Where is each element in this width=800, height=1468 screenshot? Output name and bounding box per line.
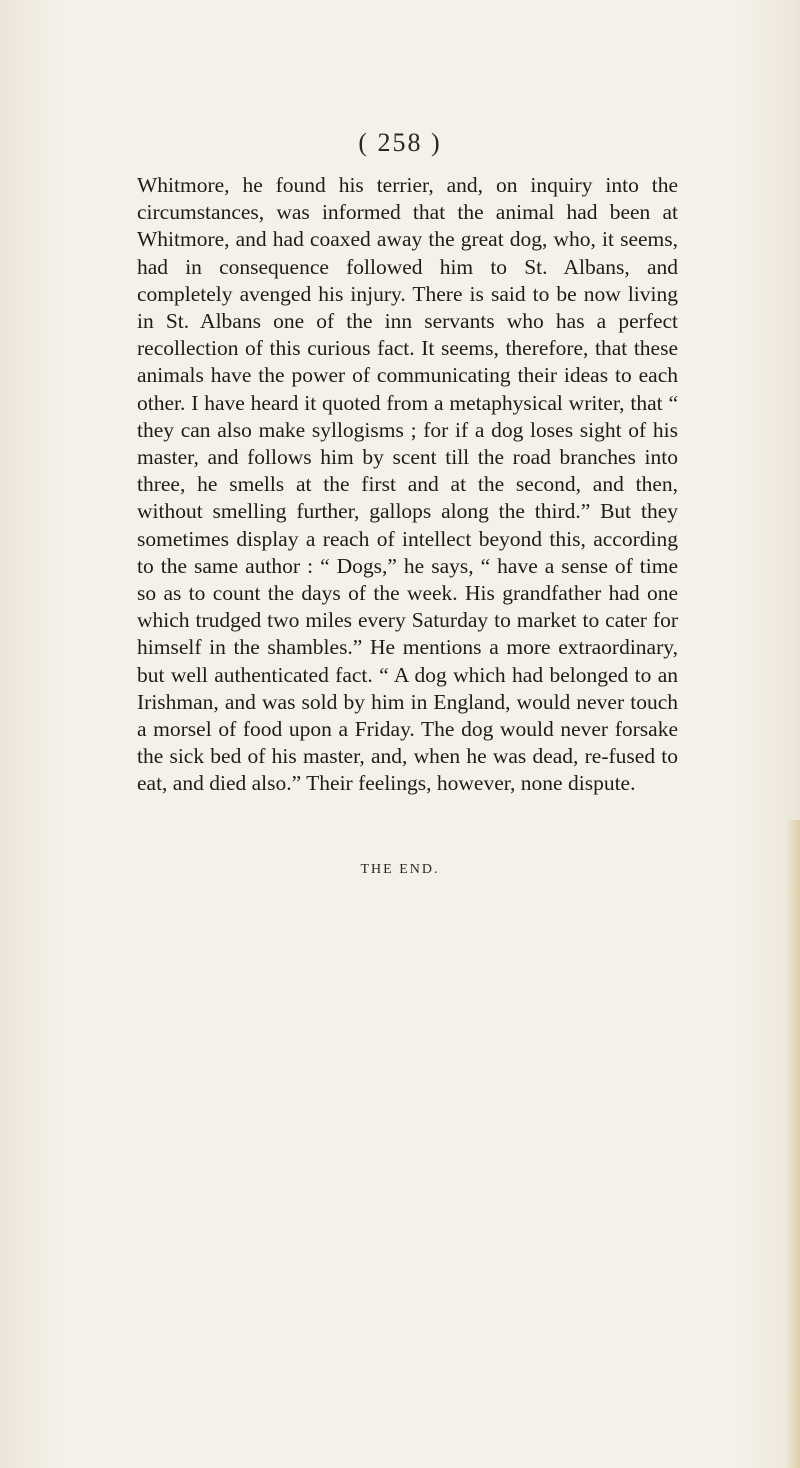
page-number: ( 258 ) (358, 128, 442, 157)
body-paragraph: Whitmore, he found his terrier, and, on inquiry into the circumstances, was informed that the animal had been at Whitmore, and had coaxed away the great dog, who, it seems, had in consequence followed him to St. Albans, and completely avenged his injury. There is said to be now living in St. Albans one of the inn servants who has a perfect recollection of this curious fact. It seems, therefore, that these animals have the power of communicating their ideas to each other. I have heard it quoted from a metaphysical writer, that “ they can also make syllogisms ; for if a dog loses sight of his master, and follows him by scent till the road branches into three, he smells at the first and at the second, and then, without smelling further, gallops along the third.” But they sometimes display a reach of intellect beyond this, according to the same author : “ Dogs,” he says, “ have a sense of time so as to count the days of the week. His grandfather had one which trudged two miles every Saturday to market to cater for himself in the shambles.” He mentions a more extraordinary, but well authenticated fact. “ A dog which had belonged to an Irishman, and was sold by him in England, would never touch a morsel of food upon a Friday. The dog would never forsake the sick bed of his master, and, when he was dead, re-fused to eat, and died also.” Their feelings, however, none dispute. (137, 173, 678, 796)
the-end-label: THE END. (360, 862, 440, 877)
page-edge-discoloration (786, 820, 800, 1468)
